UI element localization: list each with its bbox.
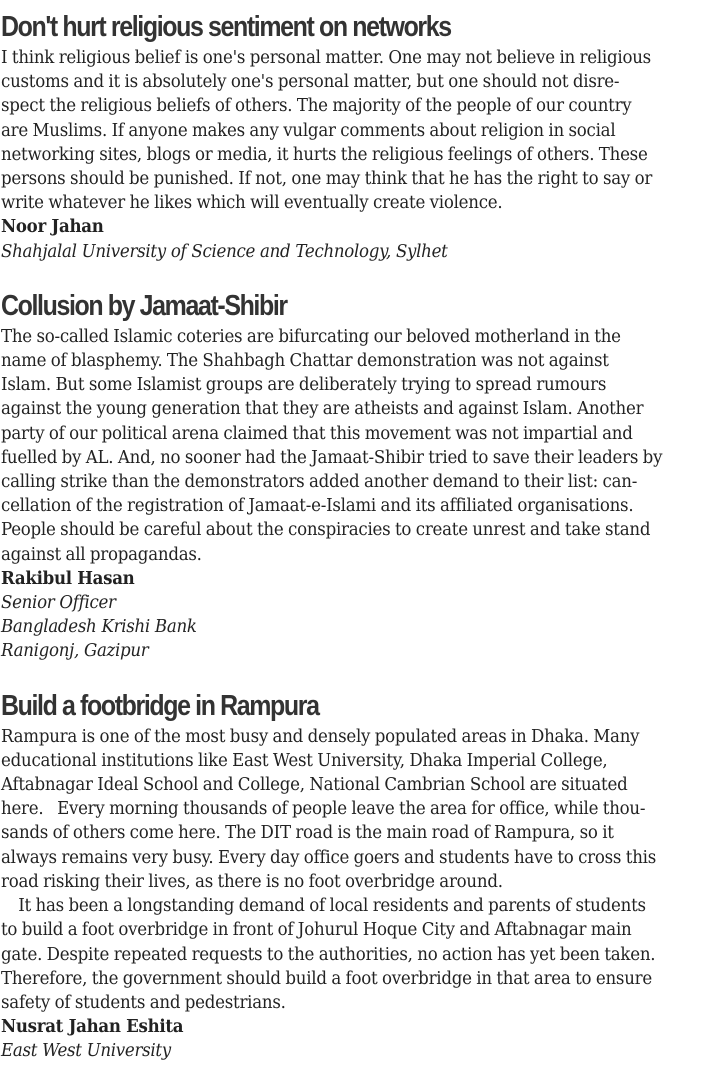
body-line: Rampura is one of the most busy and densely populated areas in Dhaka. Many (1, 726, 640, 747)
body-line: People should be careful about the conspiracies to create unrest and take stand (1, 520, 651, 541)
body-line: persons should be punished. If not, one may think that he has the right to say or (1, 169, 653, 190)
body-line: write whatever he likes which will eventually create violence. (1, 193, 503, 214)
letter-rampura-footbridge (1, 687, 707, 1064)
body-line: fuelled by AL. And, no sooner had the Jamaat-Shibir tried to save their leaders by (1, 447, 663, 468)
body-line: against the young generation that they are atheists and against Islam. Another (1, 399, 644, 420)
letter-affiliation: East West University (1, 1041, 171, 1062)
body-line: I think religious belief is one's personal matter. One may not believe in religious (1, 48, 651, 68)
letter-title: Don't hurt religious sentiment on networks (1, 11, 451, 43)
letter-separator (1, 664, 707, 687)
body-line: networking sites, blogs or media, it hurts the religious feelings of others. These (1, 144, 648, 165)
body-line: party of our political arena claimed that this movement was not impartial and (1, 423, 633, 444)
body-line: Aftabnagar Ideal School and College, National Cambrian School are situated (1, 775, 628, 796)
body-line: road risking their lives, as there is no foot overbridge around. (1, 871, 503, 892)
letter-title: Build a footbridge in Rampura (1, 689, 319, 722)
body-line: are Muslims. If anyone makes any vulgar comments about religion in social (1, 120, 616, 141)
body-line: cellation of the registration of Jamaat-e-Islami and its affiliated organisations. (1, 496, 634, 517)
body-line: Therefore, the government should build a foot overbridge in that area to ensure (1, 968, 652, 989)
letter-author: Nusrat Jahan Eshita (1, 1017, 184, 1038)
letter-affiliation: Senior Officer (1, 593, 116, 614)
body-line: spect the religious beliefs of others. The majority of the people of our country (1, 96, 632, 117)
body-line: customs and it is absolutely one's personal matter, but one should not disre- (1, 72, 620, 93)
body-line: name of blasphemy. The Shahbagh Chattar demonstration was not against (1, 351, 609, 372)
letter-body (1, 46, 710, 215)
body-line: against all propagandas. (1, 544, 202, 565)
letter-author: Noor Jahan (1, 217, 104, 238)
letter-separator (1, 264, 707, 287)
body-line: The so-called Islamic coteries are bifurcating our beloved motherland in the (1, 326, 621, 347)
letter-author: Rakibul Hasan (1, 568, 135, 589)
body-line: safety of students and pedestrians. (1, 992, 286, 1013)
letter-title: Collusion by Jamaat-Shibir (1, 289, 287, 322)
body-line: to build a foot overbridge in front of Johurul Hoque City and Aftabnagar main (1, 920, 632, 941)
letter-body (1, 725, 710, 1015)
body-line: here. Every morning thousands of people leave the area for office, while thou- (1, 799, 646, 820)
body-line: educational institutions like East West University, Dhaka Imperial College, (1, 750, 608, 771)
body-line: It has been a longstanding demand of local residents and parents of students (18, 896, 646, 917)
letter-affiliation: Bangladesh Krishi Bank (1, 617, 197, 638)
body-line: Islam. But some Islamist groups are deliberately trying to spread rumours (1, 375, 607, 396)
body-line: sands of others come here. The DIT road is the main road of Rampura, so it (1, 823, 614, 844)
body-line: calling strike than the demonstrators added another demand to their list: can- (1, 472, 638, 493)
letter-affiliation: Ranigonj, Gazipur (1, 641, 149, 662)
letter-affiliation: Shahjalal University of Science and Technology, Sylhet (1, 241, 448, 262)
body-line: gate. Despite repeated requests to the authorities, no action has yet been taken. (1, 944, 656, 965)
body-line: always remains very busy. Every day office goers and students have to cross this (1, 847, 657, 868)
letter-religious-sentiment (1, 8, 707, 264)
letter-jamaat-shibir (1, 287, 707, 664)
letter-body (1, 325, 710, 567)
letters-page (1, 8, 707, 1064)
